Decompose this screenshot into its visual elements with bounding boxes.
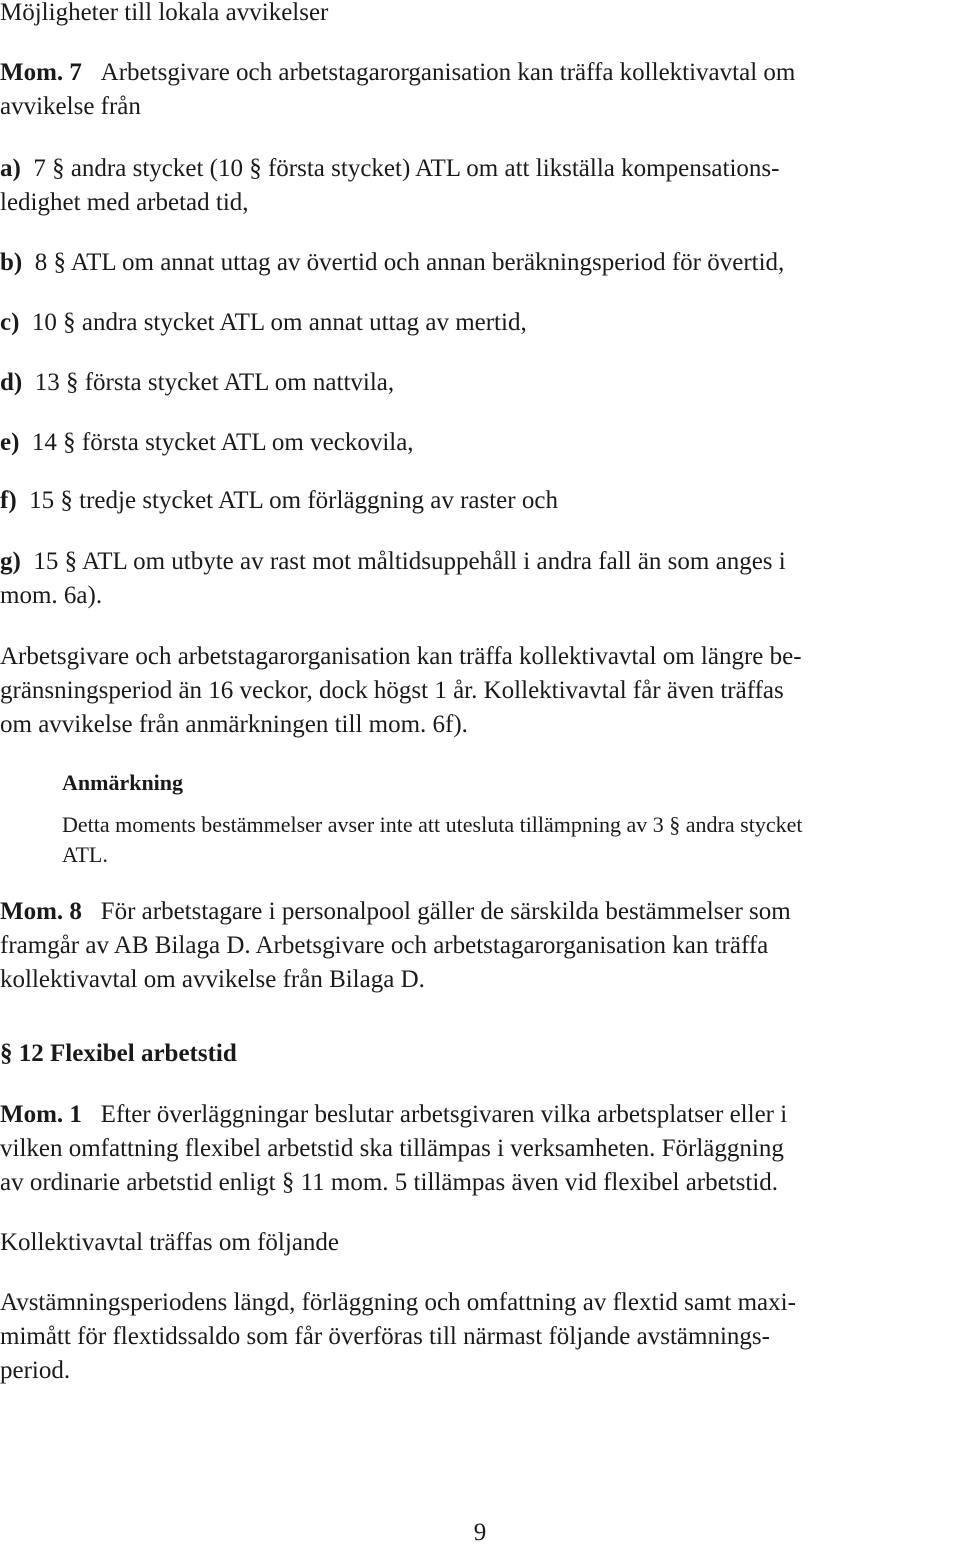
list-item-a: [0, 152, 779, 186]
mom7-text-line1: Arbetsgivare och arbetstagarorganisation kan träffa kollektivavtal om: [100, 59, 796, 86]
mom1-line1: [0, 1098, 787, 1132]
list-item-label: c): [0, 309, 20, 336]
list-item-label: e): [0, 429, 20, 456]
list-item-text: 14 § första stycket ATL om veckovila,: [31, 429, 414, 456]
mom1-text-line1: Efter överläggningar beslutar arbetsgivaren vilka arbetsplatser eller i: [100, 1101, 788, 1128]
list-item-label: b): [0, 249, 23, 276]
mom7-line2: avvikelse från: [0, 93, 141, 120]
mom7-line1: [0, 56, 795, 90]
mom8-text-line1: För arbetstagare i personalpool gäller de särskilda bestämmelser som: [100, 898, 791, 925]
list-item-text: 15 § ATL om utbyte av rast mot måltidsuppehåll i andra fall än som anges i: [33, 548, 786, 575]
list-item-text: 10 § andra stycket ATL om annat uttag av mertid,: [31, 309, 527, 336]
list-item-d: [0, 366, 394, 400]
list-item-g-cont: mom. 6a).: [0, 582, 103, 609]
mom1-line3: av ordinarie arbetstid enligt § 11 mom. 5 tillämpas även vid flexibel arbetstid.: [0, 1169, 779, 1196]
mom8-label: Mom. 8: [0, 898, 82, 925]
list-item-b: [0, 246, 784, 280]
list-item-text: 13 § första stycket ATL om nattvila,: [34, 369, 395, 396]
mom7-label: Mom. 7: [0, 59, 82, 86]
note-title: Anmärkning: [62, 770, 184, 795]
list-item-g: [0, 545, 786, 579]
list-item-a-cont: ledighet med arbetad tid,: [0, 189, 249, 216]
section-heading-local-deviations: Möjligheter till lokala avvikelser: [0, 0, 329, 26]
mom8-line2: framgår av AB Bilaga D. Arbetsgivare och arbetstagarorganisation kan träffa: [0, 932, 769, 959]
list-item-text: 7 § andra stycket (10 § första stycket) ATL om att likställa kompensations-: [33, 155, 780, 182]
list-item-e: [0, 426, 414, 460]
list-item-c: [0, 306, 527, 340]
list-item-label: f): [0, 487, 17, 514]
mom8-line3: kollektivavtal om avvikelse från Bilaga D.: [0, 966, 425, 993]
paragraph-1-line1: Arbetsgivare och arbetstagarorganisation kan träffa kollektivavtal om längre be-: [0, 643, 802, 670]
mom1-label: Mom. 1: [0, 1101, 82, 1128]
list-item-label: g): [0, 548, 21, 575]
mom8-line1: [0, 895, 791, 929]
paragraph-1-line3: om avvikelse från anmärkningen till mom. 6f).: [0, 711, 468, 738]
list-item-label: d): [0, 369, 23, 396]
paragraph-2: Kollektivavtal träffas om följande: [0, 1229, 340, 1256]
paragraph-3-line2: mimått för flextidssaldo som får överföras till närmast följande avstämnings-: [0, 1323, 770, 1350]
list-item-label: a): [0, 155, 21, 182]
page-number: 9: [473, 1519, 487, 1546]
list-item-f: [0, 484, 558, 518]
note-line2: ATL.: [62, 842, 108, 867]
paragraph-3-line3: period.: [0, 1357, 71, 1384]
note-line1: Detta moments bestämmelser avser inte att utesluta tillämpning av 3 § andra stycket: [62, 812, 803, 837]
mom1-line2: vilken omfattning flexibel arbetstid ska tillämpas i verksamheten. Förläggning: [0, 1135, 784, 1162]
paragraph-1-line2: gränsningsperiod än 16 veckor, dock högst 1 år. Kollektivavtal får även träffas: [0, 677, 784, 704]
list-item-text: 15 § tredje stycket ATL om förläggning av raster och: [29, 487, 558, 514]
section-12-heading: § 12 Flexibel arbetstid: [0, 1040, 237, 1067]
paragraph-3-line1: Avstämningsperiodens längd, förläggning och omfattning av flextid samt maxi-: [0, 1289, 796, 1316]
list-item-text: 8 § ATL om annat uttag av övertid och annan beräkningsperiod för övertid,: [34, 249, 785, 276]
